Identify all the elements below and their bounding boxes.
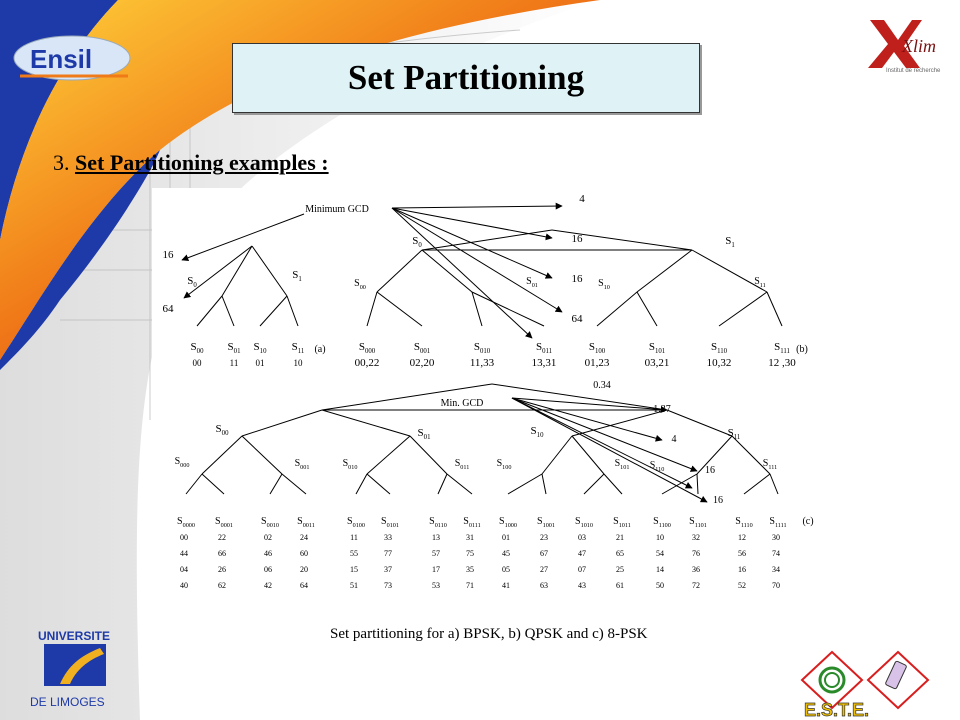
- tree-c-edge: [584, 474, 604, 494]
- tree-b-leaf-label: $S_{010}$: [473, 341, 491, 356]
- tree-c-leaf-label: $S_{0010}$: [261, 516, 279, 529]
- page-title: Set Partitioning: [347, 58, 585, 97]
- tree-b-tag: (b): [796, 344, 808, 355]
- tree-c-node-level3: $S_{011}$: [454, 458, 470, 471]
- tree-c-node-level3: $S_{101}$: [614, 458, 630, 471]
- tree-c-edge: [697, 474, 698, 494]
- tree-a-edge: [222, 296, 234, 326]
- tree-c-edge: [356, 474, 367, 494]
- ensil-logo: [10, 28, 140, 88]
- tree-c-leaf-value: 74: [772, 549, 780, 558]
- tree-c-node-s00: $S_{00}$: [215, 423, 229, 438]
- tree-c-node-level3: $S_{111}$: [762, 458, 778, 471]
- tree-b-edge: [422, 230, 552, 250]
- tree-c-leaf-value: 70: [772, 581, 780, 590]
- tree-c-leaf-label: $S_{0110}$: [429, 516, 447, 529]
- tree-c-leaf-value: 24: [300, 533, 308, 542]
- universite-logo-line1: UNIVERSITE: [38, 629, 111, 643]
- tree-a-node-s1: $S_1$: [292, 269, 302, 284]
- tree-c-leaf-label: $S_{1100}$: [653, 516, 671, 529]
- tree-a-leaf-value: 11: [229, 358, 239, 368]
- tree-a-gcd-16: 16: [162, 249, 174, 261]
- tree-c-leaf-value: 16: [738, 565, 746, 574]
- figure-caption: Set partitioning for a) BPSK, b) QPSK and c) 8-PSK: [330, 626, 648, 642]
- tree-c-leaf-value: 14: [656, 565, 664, 574]
- tree-a-leaf-value: 00: [192, 358, 202, 368]
- tree-c-leaf-label: $S_{1010}$: [575, 516, 593, 529]
- tree-c-leaf-value: 10: [656, 533, 664, 542]
- tree-b-leaf-value: 00,22: [354, 357, 380, 369]
- tree-b-node-s11: $S_{11}$: [754, 276, 766, 289]
- tree-c-leaf-label: $S_{0100}$: [347, 516, 365, 529]
- section-label: Set Partitioning examples :: [75, 150, 329, 175]
- tree-b-gcd-16a: 16: [571, 233, 583, 245]
- tree-b-leaf-label: $S_{000}$: [358, 341, 376, 356]
- tree-b-node-s1: $S_1$: [725, 235, 735, 250]
- tree-c-leaf-value: 57: [432, 549, 440, 558]
- tree-c-leaf-label: $S_{1110}$: [735, 516, 753, 529]
- tree-c-edge: [270, 474, 282, 494]
- tree-c-leaf-value: 22: [218, 533, 226, 542]
- tree-b-node-s00: $S_{00}$: [354, 278, 366, 291]
- tree-a-leaf-value: 10: [293, 358, 303, 368]
- tree-c-edge: [508, 474, 542, 494]
- tree-b-leaf-value: 01,23: [584, 357, 610, 369]
- tree-c-edge: [447, 474, 472, 494]
- tree-c-leaf-value: 77: [384, 549, 392, 558]
- xlim-logo-text: Xlim: [902, 36, 936, 56]
- tree-c-leaf-label: $S_{0111}$: [463, 516, 481, 529]
- tree-c-leaf-value: 60: [300, 549, 308, 558]
- tree-c-leaf-label: $S_{1111}$: [769, 516, 787, 529]
- tree-b-node-s0: $S_0$: [412, 235, 422, 250]
- tree-a-leaf-value: 01: [255, 358, 265, 368]
- tree-c-gcd-16b: 16: [713, 495, 723, 506]
- tree-a-leaf-label: $S_{00}$: [190, 341, 204, 356]
- tree-c-edge: [667, 410, 732, 436]
- tree-b-leaf-value: 12 ,30: [768, 357, 796, 369]
- tree-c-leaf-value: 11: [350, 533, 358, 542]
- tree-c-node-level3: $S_{000}$: [174, 456, 190, 469]
- tree-c-node-s11: $S_{11}$: [727, 427, 741, 442]
- tree-c-leaf-value: 64: [300, 581, 308, 590]
- tree-c-leaf-value: 50: [656, 581, 664, 590]
- tree-a-tag: (a): [314, 344, 326, 355]
- tree-c-leaf-value: 01: [502, 533, 510, 542]
- tree-c-leaf-value: 41: [502, 581, 510, 590]
- tree-c-edge: [542, 474, 546, 494]
- tree-b-leaf-label: $S_{011}$: [535, 341, 553, 356]
- tree-c-edge: [202, 474, 224, 494]
- gcd-arrow-a-64: [184, 246, 252, 298]
- tree-c-leaf-value: 54: [656, 549, 664, 558]
- tree-c-leaf-value: 56: [738, 549, 746, 558]
- tree-c-edge: [542, 436, 572, 474]
- tree-a-edge: [260, 296, 287, 326]
- tree-c-leaf-value: 37: [384, 565, 392, 574]
- tree-a-gcd-label: Minimum GCD: [305, 204, 369, 215]
- ensil-logo-text: Ensil: [30, 44, 93, 74]
- tree-b-leaf-value: 03,21: [644, 357, 670, 369]
- tree-b-node-s01: $S_{01}$: [526, 276, 538, 289]
- tree-c-leaf-value: 52: [738, 581, 746, 590]
- gcd-arrow-b-64b: [392, 208, 532, 338]
- tree-c-node-level3: $S_{010}$: [342, 458, 358, 471]
- tree-a-edge: [252, 246, 287, 296]
- tree-c-leaf-value: 46: [264, 549, 272, 558]
- tree-c-leaf-value: 75: [466, 549, 474, 558]
- tree-c-leaf-value: 23: [540, 533, 548, 542]
- tree-c-leaf-value: 17: [432, 565, 440, 574]
- xlim-logo: [862, 10, 952, 74]
- este-logo-text: E.S.T.E.: [804, 700, 870, 718]
- tree-b-edge: [472, 292, 482, 326]
- tree-b-edge: [719, 292, 767, 326]
- tree-c-edge: [604, 474, 622, 494]
- tree-c-leaf-value: 66: [218, 549, 226, 558]
- tree-c-gcd-137: 1.37: [653, 404, 671, 415]
- tree-c-leaf-value: 00: [180, 533, 188, 542]
- tree-b-leaf-label: $S_{101}$: [648, 341, 666, 356]
- tree-c-edge: [744, 474, 770, 494]
- tree-c-gcd-label: Min. GCD: [440, 398, 484, 409]
- tree-c-leaf-value: 15: [350, 565, 358, 574]
- tree-c-edge: [438, 474, 447, 494]
- tree-b-edge: [637, 292, 657, 326]
- gcd-arrow-b-4: [392, 206, 562, 208]
- tree-c-leaf-label: $S_{1101}$: [689, 516, 707, 529]
- tree-c-leaf-value: 30: [772, 533, 780, 542]
- tree-c-leaf-value: 53: [432, 581, 440, 590]
- tree-c-leaf-value: 65: [616, 549, 624, 558]
- tree-c-leaf-value: 25: [616, 565, 624, 574]
- tree-c-leaf-value: 32: [692, 533, 700, 542]
- tree-c-leaf-value: 44: [180, 549, 188, 558]
- tree-c-leaf-value: 63: [540, 581, 548, 590]
- tree-a-edge: [197, 296, 222, 326]
- tree-a-gcd-64: 64: [162, 303, 174, 315]
- xlim-subtitle: Institut de recherche: [886, 68, 941, 74]
- tree-c-leaf-value: 36: [692, 565, 700, 574]
- tree-c-leaf-value: 42: [264, 581, 272, 590]
- tree-c-edge: [492, 384, 667, 410]
- tree-c-node-s10: $S_{10}$: [530, 425, 544, 440]
- tree-c-node-s01: $S_{01}$: [417, 427, 431, 442]
- tree-a-edge: [222, 246, 252, 296]
- tree-c-leaf-label: $S_{0011}$: [297, 516, 315, 529]
- tree-c-leaf-value: 61: [616, 581, 624, 590]
- tree-c-leaf-value: 76: [692, 549, 700, 558]
- tree-c-leaf-value: 71: [466, 581, 474, 590]
- tree-c-edge: [410, 436, 447, 474]
- tree-b-edge: [377, 292, 422, 326]
- section-number: 3.: [53, 150, 70, 175]
- tree-c-leaf-value: 62: [218, 581, 226, 590]
- tree-c-edge: [367, 474, 390, 494]
- tree-c-leaf-value: 45: [502, 549, 510, 558]
- tree-b-edge: [472, 292, 544, 326]
- tree-c-leaf-value: 47: [578, 549, 586, 558]
- tree-c-edge: [242, 410, 322, 436]
- tree-c-edge: [242, 436, 282, 474]
- tree-b-leaf-value: 02,20: [409, 357, 435, 369]
- tree-b-leaf-label: $S_{001}$: [413, 341, 431, 356]
- tree-b-gcd-4: 4: [579, 193, 585, 205]
- section-heading: [53, 150, 329, 176]
- set-partitioning-figure: [152, 188, 824, 598]
- tree-a-node-s0: $S_0$: [187, 275, 197, 290]
- tree-c-leaf-value: 12: [738, 533, 746, 542]
- tree-c-leaf-label: $S_{1001}$: [537, 516, 555, 529]
- tree-c-leaf-value: 03: [578, 533, 586, 542]
- tree-c-leaf-value: 06: [264, 565, 272, 574]
- tree-a-leaf-label: $S_{11}$: [291, 341, 305, 356]
- tree-c-edge: [282, 474, 306, 494]
- tree-a-edge: [287, 296, 298, 326]
- tree-b-edge: [422, 250, 472, 292]
- tree-b-edge: [597, 292, 637, 326]
- tree-c-leaf-value: 07: [578, 565, 586, 574]
- tree-c-leaf-value: 13: [432, 533, 440, 542]
- tree-c-edge: [770, 474, 778, 494]
- tree-c-leaf-value: 33: [384, 533, 392, 542]
- tree-c-leaf-label: $S_{1011}$: [613, 516, 631, 529]
- tree-a-leaf-label: $S_{01}$: [227, 341, 241, 356]
- tree-c-leaf-label: $S_{0101}$: [381, 516, 399, 529]
- tree-c-gcd-4: 4: [671, 434, 677, 445]
- tree-c-leaf-value: 73: [384, 581, 392, 590]
- tree-c-leaf-label: $S_{1000}$: [499, 516, 517, 529]
- tree-c-edge: [186, 474, 202, 494]
- tree-c-leaf-label: $S_{0001}$: [215, 516, 233, 529]
- tree-c-leaf-value: 20: [300, 565, 308, 574]
- tree-c-leaf-value: 43: [578, 581, 586, 590]
- tree-b-gcd-16b: 16: [571, 273, 583, 285]
- tree-c-leaf-value: 27: [540, 565, 548, 574]
- tree-c-node-level3: $S_{001}$: [294, 458, 310, 471]
- universite-logo-line2: DE LIMOGES: [30, 695, 105, 709]
- tree-b-edge: [367, 292, 377, 326]
- tree-b-leaf-label: $S_{111}$: [774, 341, 790, 356]
- tree-b-leaf-label: $S_{110}$: [710, 341, 728, 356]
- universite-limoges-logo: [30, 626, 130, 712]
- tree-b-edge: [377, 250, 422, 292]
- tree-c-tag: (c): [802, 516, 814, 527]
- tree-b-node-s10: $S_{10}$: [598, 278, 610, 291]
- tree-b-edge: [637, 250, 692, 292]
- tree-b-gcd-64: 64: [571, 313, 583, 325]
- tree-c-leaf-value: 67: [540, 549, 548, 558]
- tree-c-gcd-034: 0.34: [593, 380, 611, 391]
- tree-c-edge: [367, 436, 410, 474]
- partition-tree-diagram: [152, 188, 824, 598]
- tree-c-leaf-value: 26: [218, 565, 226, 574]
- tree-c-leaf-value: 51: [350, 581, 358, 590]
- tree-b-leaf-value: 11,33: [469, 357, 495, 369]
- tree-b-leaf-value: 10,32: [706, 357, 732, 369]
- tree-c-leaf-value: 05: [502, 565, 510, 574]
- tree-c-leaf-value: 34: [772, 565, 780, 574]
- tree-c-leaf-value: 40: [180, 581, 188, 590]
- tree-c-gcd-16a: 16: [705, 465, 715, 476]
- tree-b-edge: [767, 292, 782, 326]
- tree-c-leaf-value: 55: [350, 549, 358, 558]
- tree-b-leaf-value: 13,31: [531, 357, 557, 369]
- tree-c-edge: [202, 436, 242, 474]
- tree-c-leaf-value: 02: [264, 533, 272, 542]
- este-logo: [798, 650, 938, 718]
- title-box: [232, 43, 700, 113]
- tree-b-leaf-label: $S_{100}$: [588, 341, 606, 356]
- gcd-arrow-c-16b: [512, 398, 707, 502]
- tree-c-node-level3: $S_{110}$: [649, 460, 665, 473]
- tree-c-node-level3: $S_{100}$: [496, 458, 512, 471]
- tree-a-leaf-label: $S_{10}$: [253, 341, 267, 356]
- tree-c-leaf-value: 35: [466, 565, 474, 574]
- tree-c-leaf-value: 04: [180, 565, 188, 574]
- tree-c-edge: [322, 410, 410, 436]
- tree-c-edge: [662, 474, 697, 494]
- tree-c-leaf-value: 31: [466, 533, 474, 542]
- tree-c-leaf-label: $S_{0000}$: [177, 516, 195, 529]
- tree-c-leaf-value: 72: [692, 581, 700, 590]
- tree-c-leaf-value: 21: [616, 533, 624, 542]
